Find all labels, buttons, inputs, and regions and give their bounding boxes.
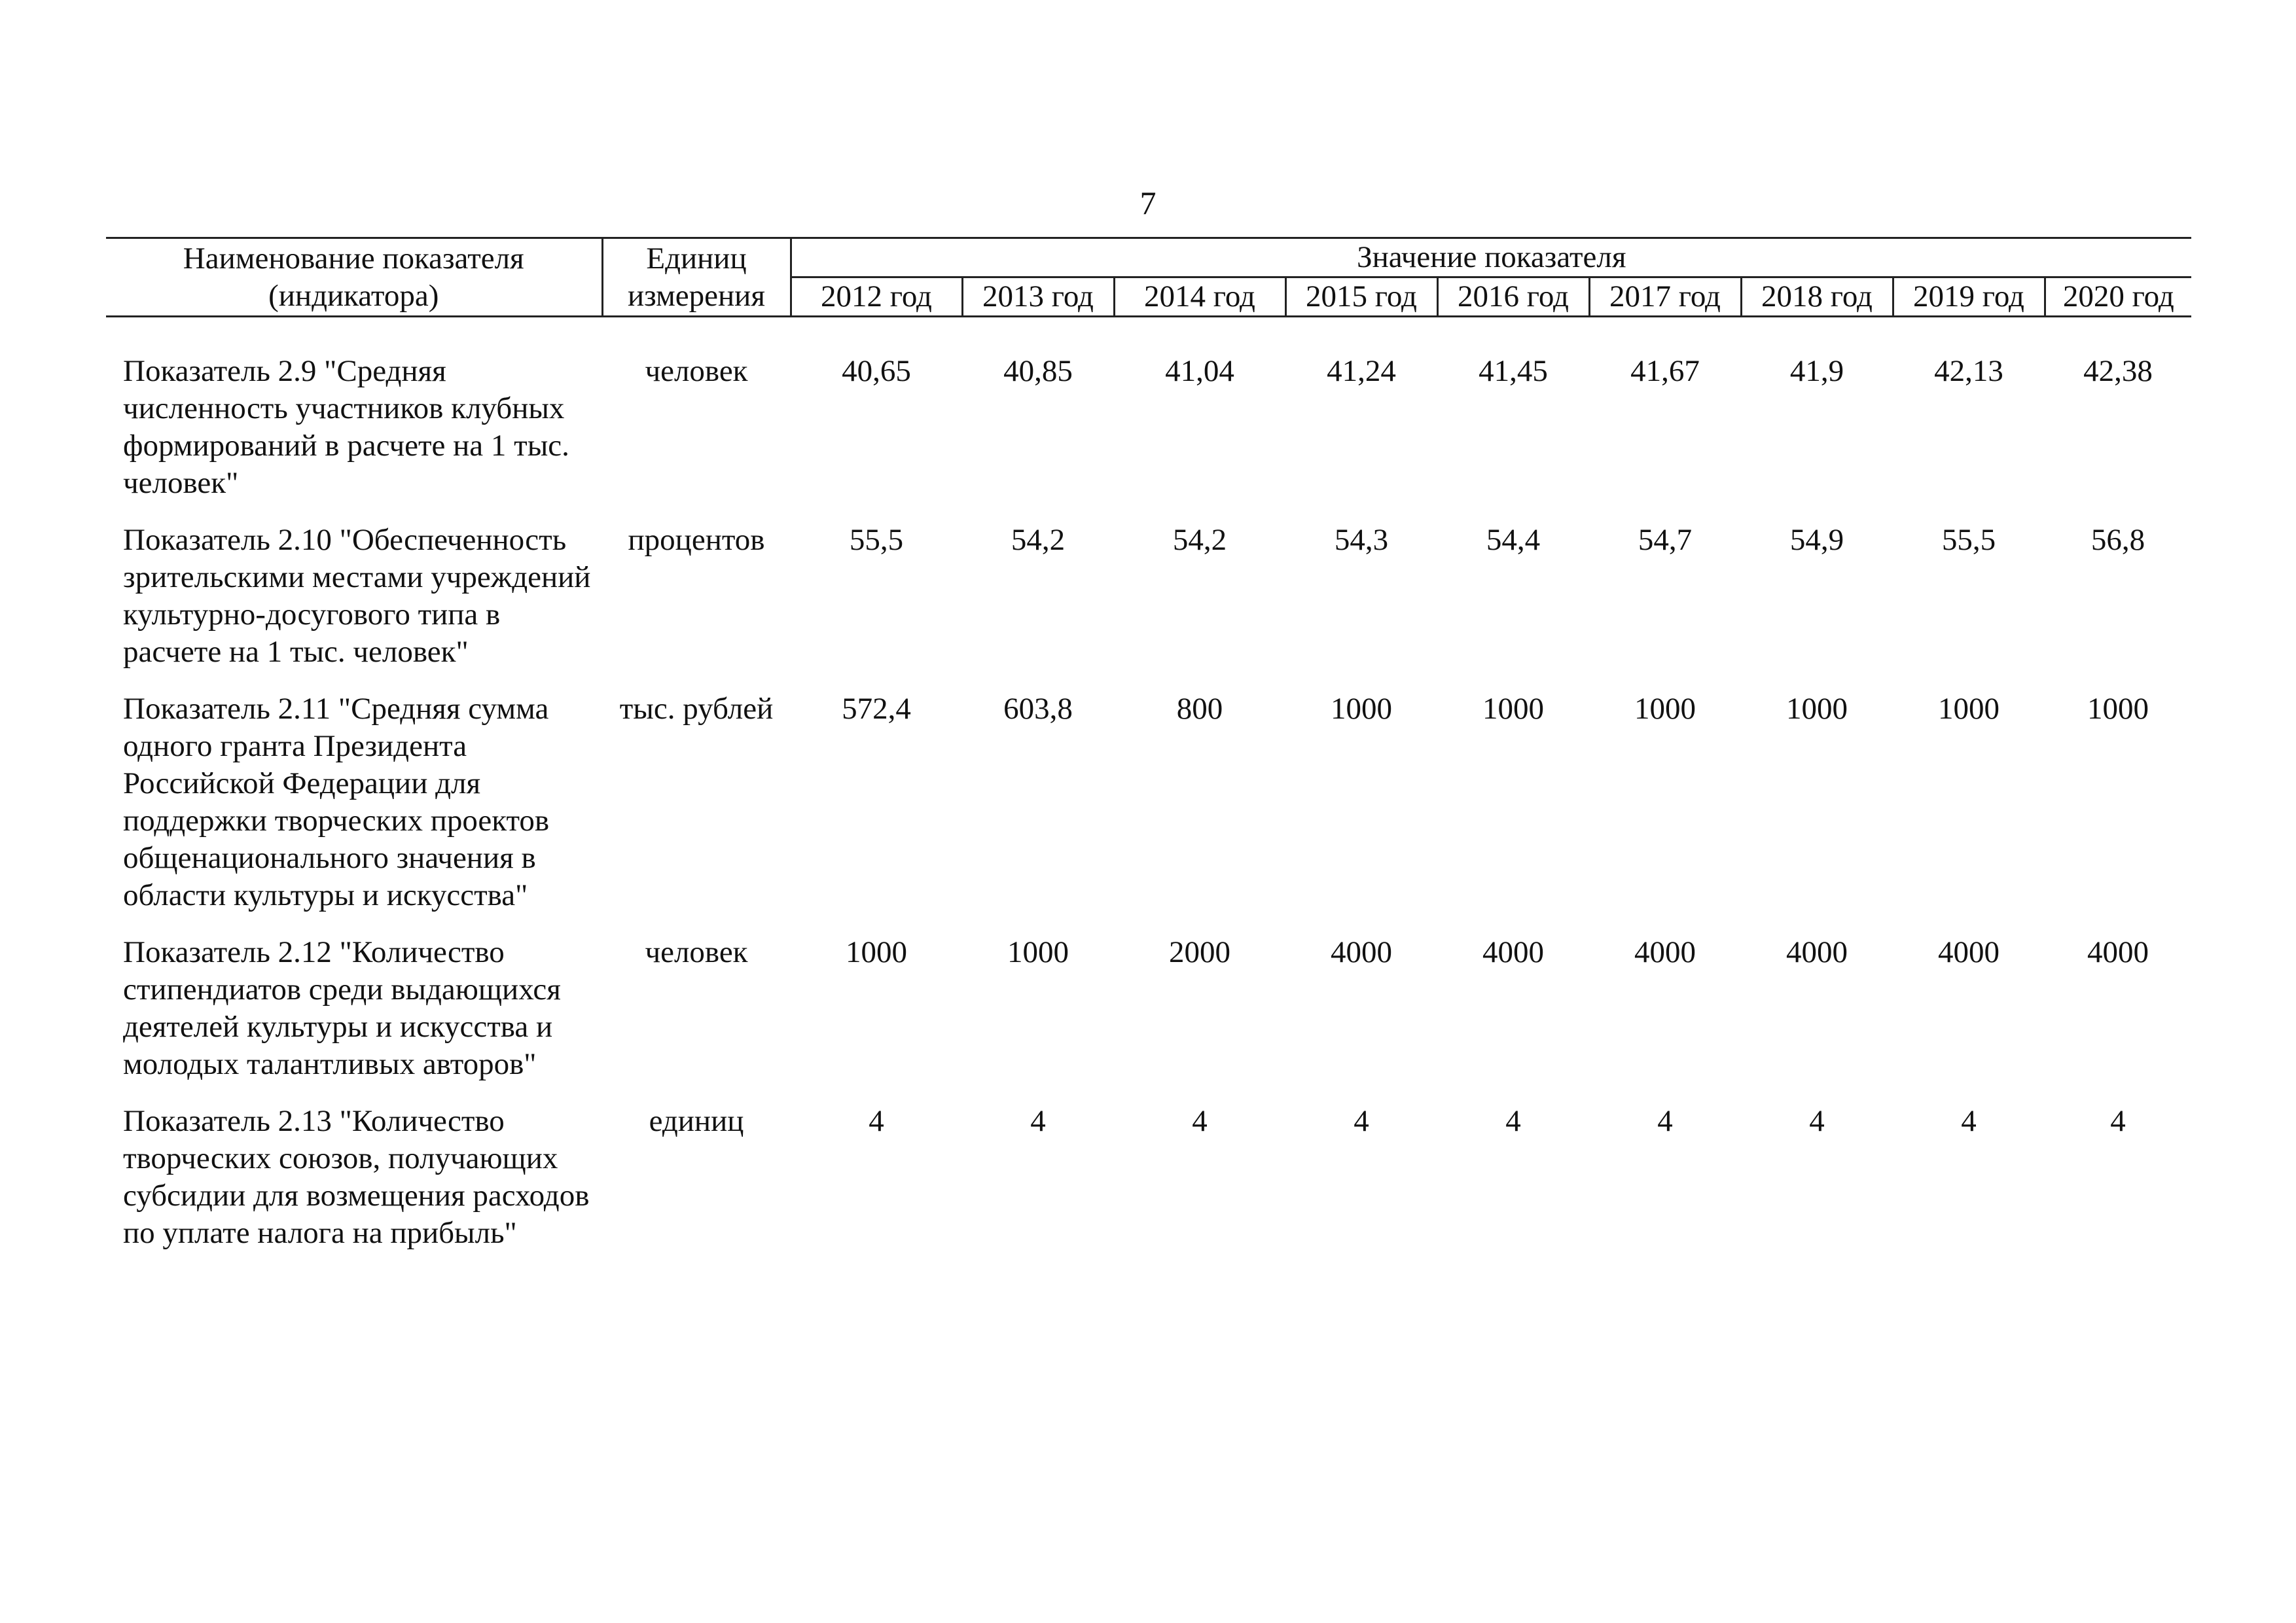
table-spacer-row xyxy=(106,317,2191,353)
value-cell: 572,4 xyxy=(842,692,911,726)
indicator-name-cell: Показатель 2.10 "Обеспеченность зрительскими местами учреждений культурно-досугового типа в расчете на 1 тыс. человек" xyxy=(123,523,591,669)
value-cell: 4 xyxy=(1809,1104,1825,1138)
value-cell: 55,5 xyxy=(849,523,904,557)
value-cell: 54,3 xyxy=(1334,523,1389,557)
table-row xyxy=(106,522,2191,690)
value-cell: 4 xyxy=(1657,1104,1673,1138)
value-cell: 603,8 xyxy=(1003,692,1073,726)
value-cell: 1000 xyxy=(2087,692,2149,726)
header-indicator-name-line2: (индикатора) xyxy=(268,278,439,313)
unit-cell: человек xyxy=(645,354,748,388)
header-indicator-name-line1: Наименование показателя xyxy=(183,241,524,276)
value-cell: 4 xyxy=(1505,1104,1521,1138)
header-unit-line2: измерения xyxy=(628,278,765,313)
value-cell: 41,67 xyxy=(1630,354,1700,388)
header-year-4: 2016 год xyxy=(1437,277,1589,317)
value-cell: 40,85 xyxy=(1003,354,1073,388)
value-cell: 4000 xyxy=(2087,935,2149,969)
value-cell: 4 xyxy=(1354,1104,1369,1138)
header-year-1: 2013 год xyxy=(962,277,1114,317)
value-cell: 1000 xyxy=(1331,692,1392,726)
table-row xyxy=(106,1103,2191,1272)
header-year-8: 2020 год xyxy=(2045,277,2191,317)
value-cell: 1000 xyxy=(846,935,907,969)
value-cell: 800 xyxy=(1176,692,1223,726)
indicators-table-container xyxy=(106,237,2191,1272)
value-cell: 1000 xyxy=(1007,935,1069,969)
header-year-3: 2015 год xyxy=(1285,277,1437,317)
value-cell: 54,9 xyxy=(1789,523,1844,557)
header-year-2: 2014 год xyxy=(1114,277,1285,317)
value-cell: 4000 xyxy=(1938,935,2000,969)
value-cell: 1000 xyxy=(1482,692,1544,726)
value-cell: 4 xyxy=(1961,1104,1977,1138)
header-year-7: 2019 год xyxy=(1893,277,2045,317)
value-cell: 4 xyxy=(1192,1104,1208,1138)
header-indicator-name xyxy=(106,238,602,317)
value-cell: 40,65 xyxy=(842,354,911,388)
value-cell: 4000 xyxy=(1634,935,1696,969)
unit-cell: единиц xyxy=(649,1104,744,1138)
value-cell: 54,2 xyxy=(1172,523,1227,557)
value-cell: 4000 xyxy=(1482,935,1544,969)
table-row xyxy=(106,934,2191,1103)
header-year-0: 2012 год xyxy=(791,277,962,317)
value-cell: 41,9 xyxy=(1789,354,1844,388)
page-number: 7 xyxy=(1139,185,1157,221)
table-header xyxy=(106,238,2191,317)
value-cell: 54,7 xyxy=(1638,523,1693,557)
value-cell: 1000 xyxy=(1786,692,1848,726)
unit-cell: тыс. рублей xyxy=(619,692,774,726)
value-cell: 41,45 xyxy=(1479,354,1548,388)
value-cell: 55,5 xyxy=(1941,523,1996,557)
indicators-table xyxy=(106,237,2191,1272)
value-cell: 54,4 xyxy=(1486,523,1541,557)
table-spacer-cell xyxy=(106,317,2191,353)
value-cell: 41,04 xyxy=(1165,354,1234,388)
value-cell: 4000 xyxy=(1331,935,1392,969)
value-cell: 42,38 xyxy=(2083,354,2153,388)
table-body xyxy=(106,317,2191,1272)
value-cell: 42,13 xyxy=(1934,354,2003,388)
unit-cell: процентов xyxy=(628,523,765,557)
value-cell: 2000 xyxy=(1169,935,1230,969)
table-row xyxy=(106,353,2191,522)
header-unit xyxy=(602,238,791,317)
value-cell: 4 xyxy=(2110,1104,2126,1138)
header-year-6: 2018 год xyxy=(1741,277,1893,317)
value-cell: 4 xyxy=(1030,1104,1046,1138)
value-cell: 56,8 xyxy=(2090,523,2145,557)
header-values-group: Значение показателя xyxy=(791,238,2191,277)
indicator-name-cell: Показатель 2.11 "Средняя сумма одного гранта Президента Российской Федерации для поддержки творческих проектов общенационального значения в области культуры и искусства" xyxy=(123,692,550,912)
indicator-name-cell: Показатель 2.9 "Средняя численность участников клубных формирований в расчете на 1 тыс. человек" xyxy=(123,354,569,500)
value-cell: 1000 xyxy=(1634,692,1696,726)
value-cell: 1000 xyxy=(1938,692,2000,726)
indicator-name-cell: Показатель 2.12 "Количество стипендиатов среди выдающихся деятелей культуры и искусства и молодых талантливых авторов" xyxy=(123,935,561,1081)
indicator-name-cell: Показатель 2.13 "Количество творческих союзов, получающих субсидии для возмещения расходов по уплате налога на прибыль" xyxy=(123,1104,590,1250)
value-cell: 41,24 xyxy=(1327,354,1396,388)
header-year-5: 2017 год xyxy=(1589,277,1741,317)
unit-cell: человек xyxy=(645,935,748,969)
value-cell: 54,2 xyxy=(1011,523,1066,557)
header-unit-line1: Единиц xyxy=(646,241,747,276)
value-cell: 4000 xyxy=(1786,935,1848,969)
table-row xyxy=(106,690,2191,934)
value-cell: 4 xyxy=(869,1104,884,1138)
